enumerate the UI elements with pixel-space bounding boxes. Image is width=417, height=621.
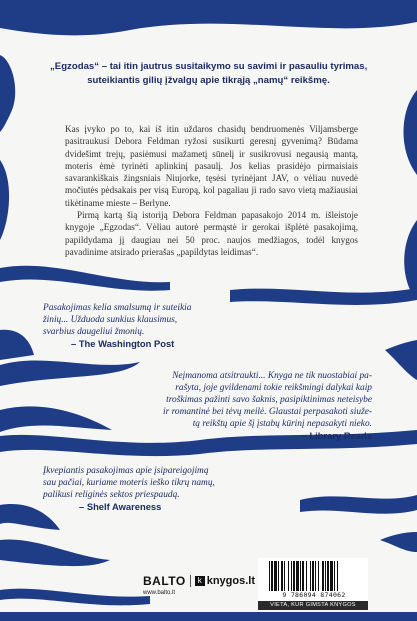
tagline: [50, 60, 367, 87]
isbn-number: 9 786094 874062: [282, 591, 346, 599]
barcode-bar: [284, 561, 285, 591]
isbn-barcode: [258, 558, 368, 610]
barcode-bar: [278, 561, 279, 591]
knygos-logo: knygos.lt: [206, 575, 256, 587]
logo-divider: [190, 575, 191, 587]
barcode-bar: [296, 561, 299, 591]
barcode-bar: [281, 561, 283, 591]
quote-line: rašyta, joje gvildenami tokie reikšmingi dalykai kaip: [175, 383, 372, 394]
synopsis-paragraph: Kas įvyko po to, kai iš itin uždaros chasidų bendruomenės Viljamsberge pasitraukusi Debora Feldman ryžosi susikurti geresnį gyvenimą? Būdama dvidešimt trejų, pasiėmusi mažametį sūnelį ir susikrovusi negausią mantą, moteris ėmė tyrinėti aplinkinį pasaulį. Jos kelias prasidėjo pirmaisiais savarankiškais žingsniais Niujorke, tęsėsi tyrinėjant JAV, o vėliau nuvedė močiutės pėdsakais per visą Europą, kol pagaliau ji rado savo vietą mažiausiai tikėtiname mieste – Berlyne.: [65, 124, 358, 208]
knygos-logo-icon: k: [195, 576, 205, 586]
balto-logo: BALTO: [143, 574, 186, 588]
synopsis: [65, 123, 358, 258]
synopsis-paragraph: Pirmą kartą šią istoriją Debora Feldman papasakojo 2014 m. išleistoje knygoje „Egzodas“. Vėliau autorė permąstė ir gerokai išplėtė pasakojimą, papildydama jį daugiau nei 50 proc. naujos medžiagos, todėl knygos pavadinime atsirado prierašas „papildytas leidimas“.: [65, 210, 358, 257]
barcode-bar: [318, 561, 319, 591]
barcode-bar: [306, 561, 307, 591]
quote-line: ir romantinė bei tėvų meilė. Glaustai perpasakoti siuže-: [163, 407, 372, 418]
quote-line: sau pačiai, kuriame moteris ieško tikrų namų,: [43, 478, 215, 489]
barcode-bar: [315, 561, 316, 591]
quote-line: Įkvepiantis pasakojimas apie įsipareigojimą: [43, 466, 209, 476]
barcode-bar: [293, 561, 295, 591]
barcode-bar: [330, 561, 333, 591]
barcode-bar: [271, 561, 273, 591]
review-quote-shelf-awareness: [43, 465, 215, 514]
review-quote-washington-post: [43, 302, 191, 351]
quote-source: – Shelf Awareness: [79, 501, 162, 513]
quote-line: Pasakojimas kelia smalsumą ir suteikia: [43, 303, 192, 313]
barcode-bar: [327, 561, 329, 591]
tagline-line: suteikiantis gilių įžvalgų apie tikrąją „namų“ reikšmę.: [87, 74, 330, 86]
barcode-bar: [300, 561, 301, 591]
quote-line: svarbius daugeliui žmonių.: [43, 327, 145, 338]
publisher-slogan: VIETA, KUR GIMSTA KNYGOS: [258, 601, 368, 610]
quote-line: žinių... Užduoda sunkius klausimus,: [43, 315, 178, 326]
tagline-line: „Egzodas“ – tai itin jautrus susitaikymo su savimi ir pasauliu tyrimas,: [50, 61, 368, 72]
barcode-bar: [291, 561, 292, 591]
quote-source: – Library Reads: [301, 430, 372, 442]
barcode-bar: [288, 561, 289, 591]
review-quote-library-reads: [130, 370, 372, 443]
barcode-bar: [325, 561, 326, 591]
publisher-logos: [143, 574, 258, 596]
barcode-bar: [322, 561, 324, 591]
quote-line: palikusi religinės sektos priespaudą.: [43, 490, 180, 501]
barcode-bar: [337, 561, 338, 591]
quote-line: Neįmanoma atsitraukti... Knyga ne tik nuostabiai pa-: [172, 371, 372, 381]
barcode-bar: [312, 561, 314, 591]
barcode-bars: [268, 561, 360, 591]
barcode-bar: [334, 561, 335, 591]
quote-line: tą reikštų apie šį įstabų kūrinį nepasakyti nieko.: [192, 419, 372, 430]
quote-line: troškimas pažinti savo šaknis, pasipiktinimas neteisybe: [166, 395, 372, 406]
barcode-bar: [274, 561, 277, 591]
publisher-url: www.balto.lt: [143, 590, 176, 596]
barcode-bar: [302, 561, 304, 591]
barcode-bar: [310, 561, 311, 591]
barcode-bar: [269, 561, 270, 591]
quote-source: – The Washington Post: [71, 338, 175, 350]
